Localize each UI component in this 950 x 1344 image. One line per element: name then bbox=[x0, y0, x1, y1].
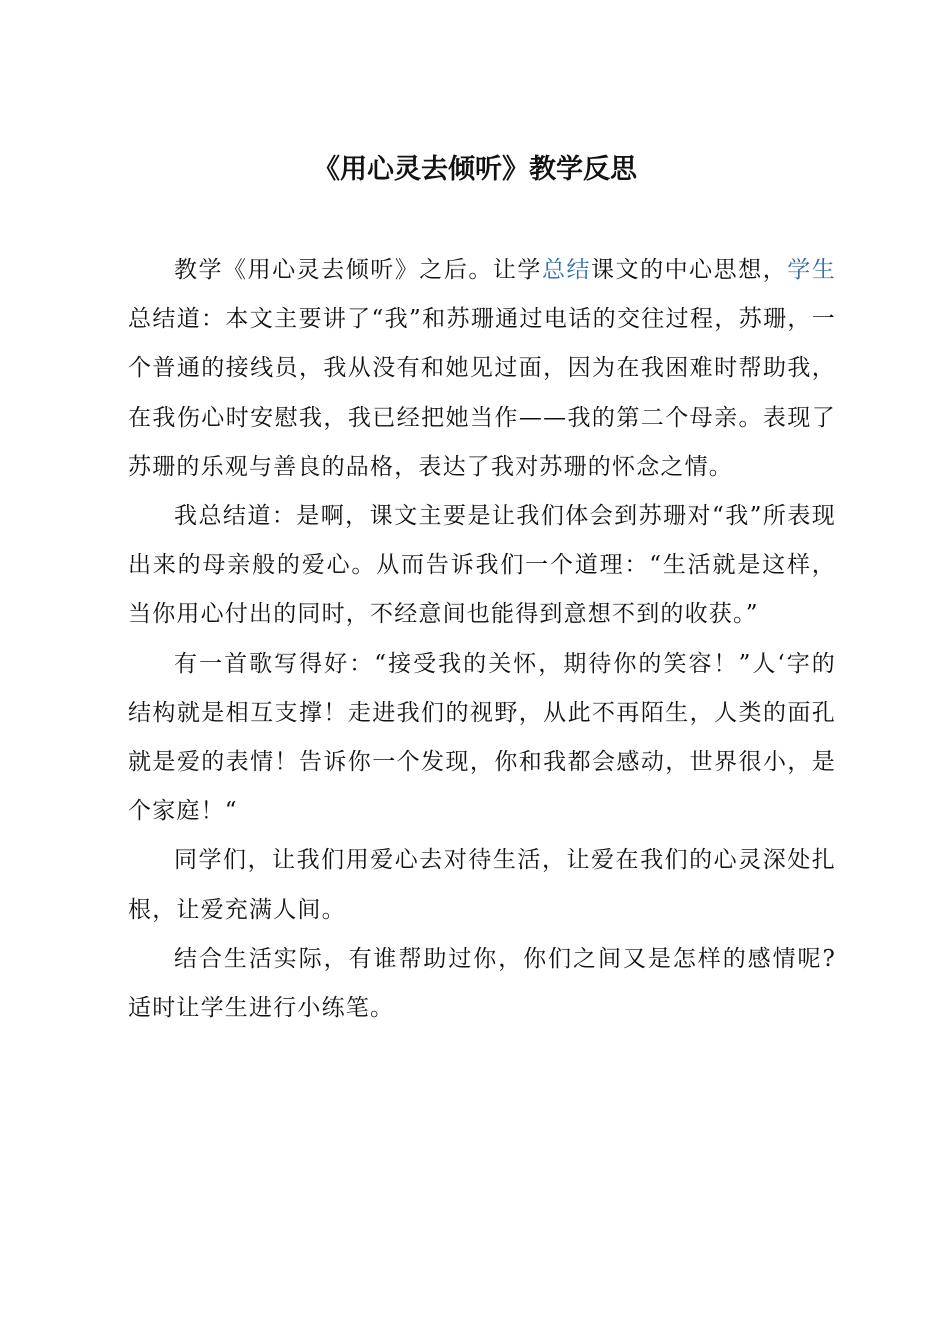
document-body bbox=[128, 246, 836, 1033]
paragraph-4: 同学们，让我们用爱心去对待生活，让爱在我们的心灵深处扎根，让爱充满人间。 bbox=[128, 847, 836, 923]
document-title: 《用心灵去倾听》教学反思 bbox=[313, 154, 637, 185]
paragraph-2: 我总结道：是啊，课文主要是让我们体会到苏珊对“我”所表现出来的母亲般的爱心。从而告诉我们一个道理：“生活就是这样，当你用心付出的同时，不经意间也能得到意想不到的收获。” bbox=[128, 503, 836, 628]
paragraph-1-text-a: 教学《用心灵去倾听》之后。让学 bbox=[174, 257, 542, 283]
link-summary[interactable]: 总结 bbox=[541, 257, 592, 283]
link-student[interactable]: 学生 bbox=[787, 257, 836, 283]
paragraph-1-text-c: 总结道：本文主要讲了“我”和苏珊通过电话的交往过程，苏珊，一个普通的接线员，我从没有和她见过面，因为在我困难时帮助我，在我伤心时安慰我，我已经把她当作——我的第二个母亲。表现了苏珊的乐观与善良的品格，表达了我对苏珊的怀念之情。 bbox=[128, 306, 836, 480]
paragraph-5: 结合生活实际，有谁帮助过你，你们之间又是怎样的感情呢?适时让学生进行小练笔。 bbox=[128, 945, 836, 1022]
paragraph-1 bbox=[128, 246, 836, 492]
paragraph-3: 有一首歌写得好：“接受我的关怀，期待你的笑容！”人‘字的结构就是相互支撑！走进我们的视野，从此不再陌生，人类的面孔就是爱的表情！告诉你一个发现，你和我都会感动，世界很小，是个家庭！“ bbox=[128, 650, 836, 825]
paragraph-1-text-b: 课文的中心思想， bbox=[591, 257, 788, 283]
